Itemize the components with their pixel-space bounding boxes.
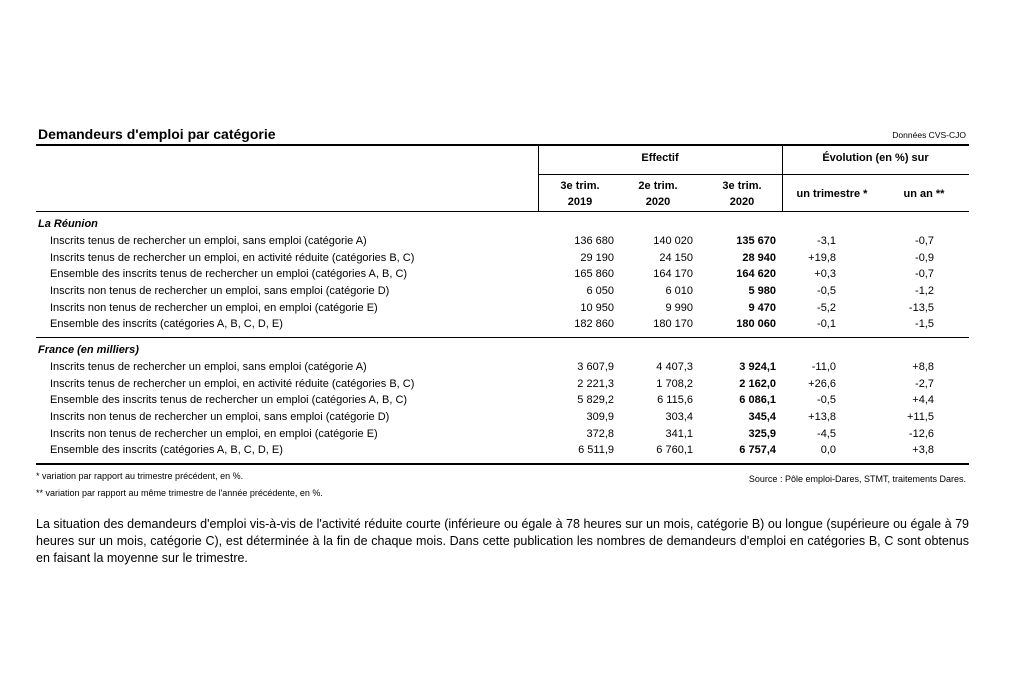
explanatory-paragraph: La situation des demandeurs d'emploi vis-à-vis de l'activité réduite courte (inférieure ou égale à 78 heures sur un mois, catégorie B) ou longue (supérieure ou égale à 79 heures sur un mois, catégorie C), est déterminée à la fin de chaque mois. Dans cette publication les nombres de demandeurs d'emploi en catégories B, C sont obtenus en faisant la moyenne sur le trimestre. (36, 517, 969, 565)
header-col1: 3e trim. 2019 (560, 180, 600, 208)
table-reunion (36, 233, 934, 333)
table-title: Demandeurs d'emploi par catégorie (38, 126, 276, 142)
table-row: Ensemble des inscrits (catégories A, B, C, D, E) 6 511,9 6 760,1 6 757,4 0,0 +3,8 (50, 444, 934, 457)
header-sub-rule (538, 174, 969, 175)
table-row: Ensemble des inscrits tenus de rechercher un emploi (catégories A, B, C) 5 829,2 6 115,6 6 086,1 -0,5 +4,4 (50, 394, 934, 407)
table-row: Ensemble des inscrits (catégories A, B, C, D, E) 182 860 180 170 180 060 -0,1 -1,5 (50, 318, 934, 331)
table-row: Inscrits non tenus de rechercher un emploi, sans emploi (catégorie D) 309,9 303,4 345,4 +13,8 +11,5 (50, 411, 934, 424)
table-row: Ensemble des inscrits tenus de rechercher un emploi (catégories A, B, C) 165 860 164 170 164 620 +0,3 -0,7 (50, 268, 934, 281)
data-note: Données CVS-CJO (892, 130, 966, 140)
table-row: Inscrits non tenus de rechercher un emploi, en emploi (catégorie E) 372,8 341,1 325,9 -4,5 -12,6 (50, 427, 934, 440)
table-row: Inscrits tenus de rechercher un emploi, en activité réduite (catégories B, C) 2 221,3 1 708,2 2 162,0 +26,6 -2,7 (50, 377, 934, 390)
table-row: Inscrits tenus de rechercher un emploi, sans emploi (catégorie A) 3 607,9 4 407,3 3 924,1 -11,0 +8,8 (50, 361, 934, 374)
header-col3: 3e trim. 2020 (722, 180, 762, 208)
table-row: Inscrits tenus de rechercher un emploi, sans emploi (catégorie A) 136 680 140 020 135 670 -3,1 -0,7 (50, 235, 934, 248)
table-row: Inscrits tenus de rechercher un emploi, en activité réduite (catégories B, C) 29 190 24 150 28 940 +19,8 -0,9 (50, 251, 934, 264)
source-note: Source : Pôle emploi-Dares, STMT, traitements Dares. (748, 474, 966, 484)
header-col4: un trimestre * (796, 188, 868, 200)
table-row: Inscrits non tenus de rechercher un emploi, sans emploi (catégorie D) 6 050 6 010 5 980 -0,5 -1,2 (50, 285, 934, 298)
header-col5: un an ** (903, 188, 945, 200)
section-divider (36, 337, 969, 338)
section-title-reunion: La Réunion (38, 218, 98, 230)
bottom-rule (36, 463, 969, 465)
footnote-annee: ** variation par rapport au même trimestre de l'année précédente, en %. (36, 488, 323, 498)
header-evolution: Évolution (en %) sur (822, 152, 929, 164)
header-col2: 2e trim. 2020 (638, 180, 678, 208)
top-rule (36, 144, 969, 146)
header-bottom-rule (36, 211, 969, 212)
header-effectif: Effectif (641, 152, 679, 164)
table-row: Inscrits non tenus de rechercher un emploi, en emploi (catégorie E) 10 950 9 990 9 470 -5,2 -13,5 (50, 301, 934, 314)
footnote-trimestre: * variation par rapport au trimestre précédent, en %. (36, 471, 244, 481)
table-france (36, 359, 934, 459)
section-title-france: France (en milliers) (38, 344, 139, 356)
